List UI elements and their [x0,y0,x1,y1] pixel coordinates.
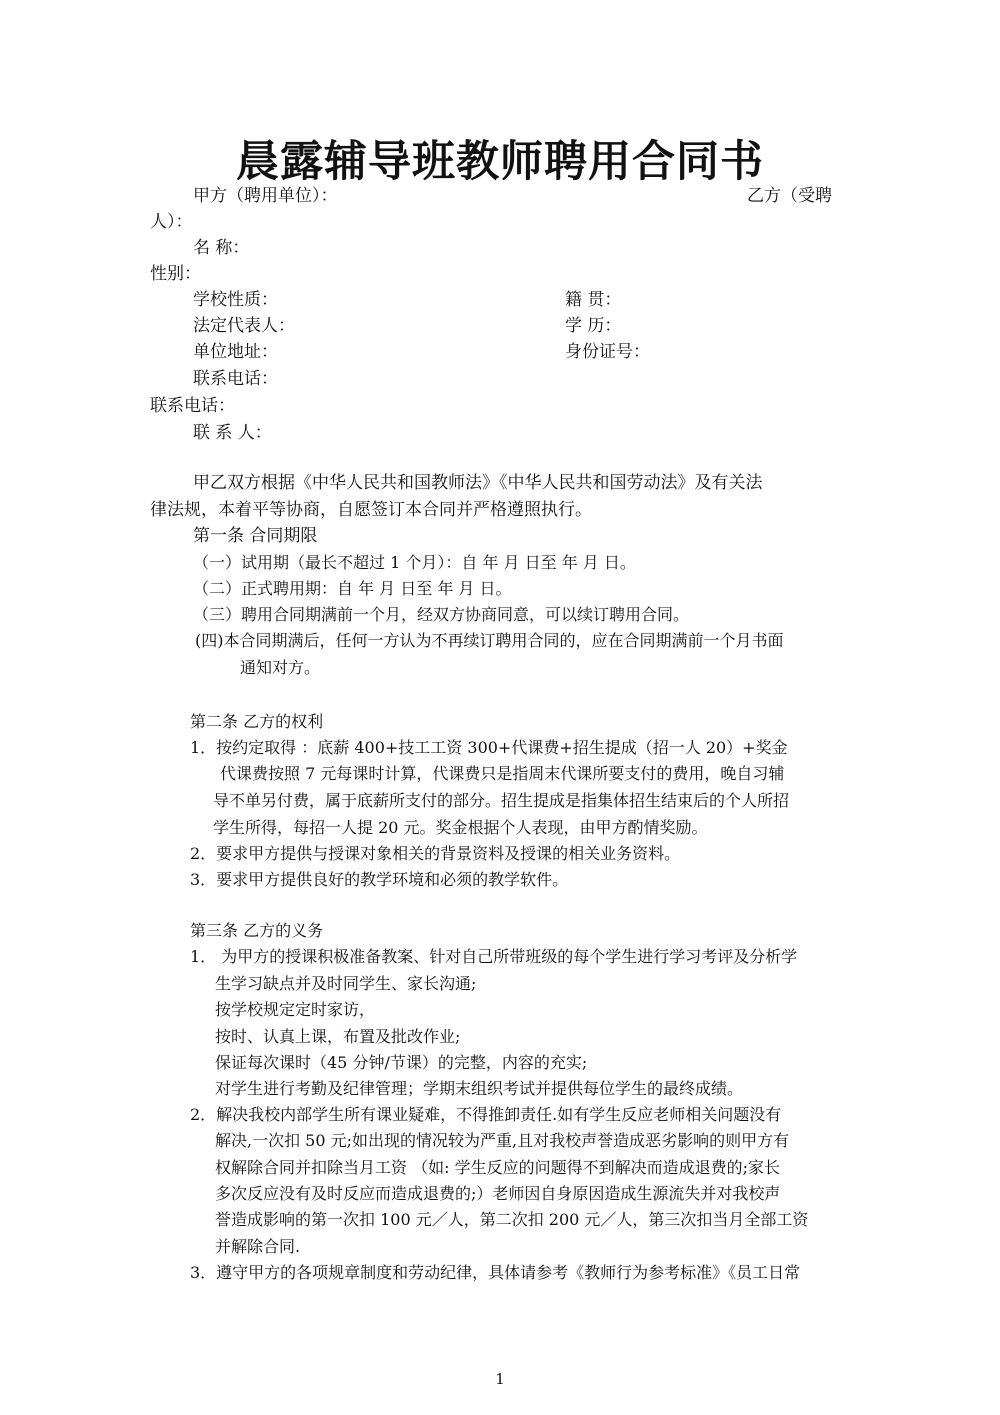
article3-line: 生学习缺点并及时同学生、家长沟通; [215,974,477,993]
article1-line: （三）聘用合同期满前一个月，经双方协商同意，可以续订聘用合同。 [193,605,690,624]
name-label: 名 称： [193,238,250,258]
party-b-phone-label: 联系电话： [150,396,235,416]
address-label: 单位地址： [193,342,278,362]
document-title: 晨露辅导班教师聘用合同书 [236,137,764,187]
article3-line: 多次反应没有及时反应而造成退费的;）老师因自身原因造成生源流失并对我校声 [215,1184,781,1203]
article2-heading: 第二条 乙方的权利 [190,712,324,731]
gender-label: 性别： [150,264,201,284]
party-b-label: 乙方（受聘 [747,186,832,206]
party-a-phone-label: 联系电话： [193,369,278,389]
article2-line: 2．要求甲方提供与授课对象相关的背景资料及授课的相关业务资料。 [190,844,681,863]
article3-line: 权解除合同并扣除当月工资 （如: 学生反应的问题得不到解决而造成退费的;家长 [215,1158,780,1177]
article1-heading: 第一条 合同期限 [193,526,318,546]
article1-line: 通知对方。 [240,658,321,677]
preamble-line: 律法规，本着平等协商，自愿签订本合同并严格遵照执行。 [150,500,592,520]
article3-line: 按学校规定定时家访， [215,1000,376,1019]
article3-line: 解决,一次扣 50 元;如出现的情况较为严重,且对我校声誉造成恶劣影响的则甲方有 [215,1131,790,1150]
article2-line: 学生所得，每招一人提 20 元。奖金根据个人表现，由甲方酌情奖励。 [213,818,708,837]
article2-line: 导不单另付费，属于底薪所支付的部分。招生提成是指集体招生结束后的个人所招 [213,791,790,810]
article3-line: 保证每次课时（45 分钟/节课）的完整，内容的充实; [215,1053,588,1072]
article3-line: 按时、认真上课，布置及批改作业; [215,1027,461,1046]
article2-line: 1．按约定取得 ：底薪 400+技工工资 300+代课费+招生提成（招一人 20）+奖金 [190,738,788,757]
article3-line: 并解除合同. [215,1237,301,1256]
article2-line: 3．要求甲方提供良好的教学环境和必须的教学软件。 [190,870,569,889]
school-type-label: 学校性质： [193,290,278,310]
article3-line: 对学生进行考勤及纪律管理；学期末组织考试并提供每位学生的最终成绩。 [215,1079,744,1098]
id-number-label: 身份证号： [565,342,650,362]
article1-line: (四)本合同期满后，任何一方认为不再续订聘用合同的，应在合同期满前一个月书面 [195,631,784,650]
article1-line: （一）试用期（最长不超过 1 个月）：自 年 月 日至 年 月 日。 [193,553,636,572]
article3-line: 誉造成影响的第一次扣 100 元／人，第二次扣 200 元／人，第三次扣当月全部工资 [215,1210,809,1229]
contact-person-label: 联 系 人： [193,423,272,443]
article3-line: 3．遵守甲方的各项规章制度和劳动纪律，具体请参考《教师行为参考标准》《员工日常 [190,1263,801,1282]
article1-line: （二）正式聘用期：自 年 月 日至 年 月 日。 [193,579,512,598]
native-place-label: 籍 贯： [565,290,622,310]
page-number: 1 [495,1370,505,1388]
article3-line: 1． 为甲方的授课积极准备教案、针对自己所带班级的每个学生进行学习考评及分析学 [190,947,798,966]
legal-representative-label: 法定代表人： [193,316,295,336]
article3-line: 2．解决我校内部学生所有课业疑难，不得推卸责任.如有学生反应老师相关问题没有 [190,1105,782,1124]
article2-line: 代课费按照 7 元每课时计算，代课费只是指周末代课所要支付的费用，晚自习辅 [220,764,785,783]
preamble-line: 甲乙双方根据《中华人民共和国教师法》《中华人民共和国劳动法》及有关法 [193,473,763,493]
party-b-label-continued: 人）： [150,212,193,232]
party-a-label: 甲方（聘用单位）： [193,186,338,206]
education-label: 学 历： [565,316,622,336]
article3-heading: 第三条 乙方的义务 [190,921,324,940]
